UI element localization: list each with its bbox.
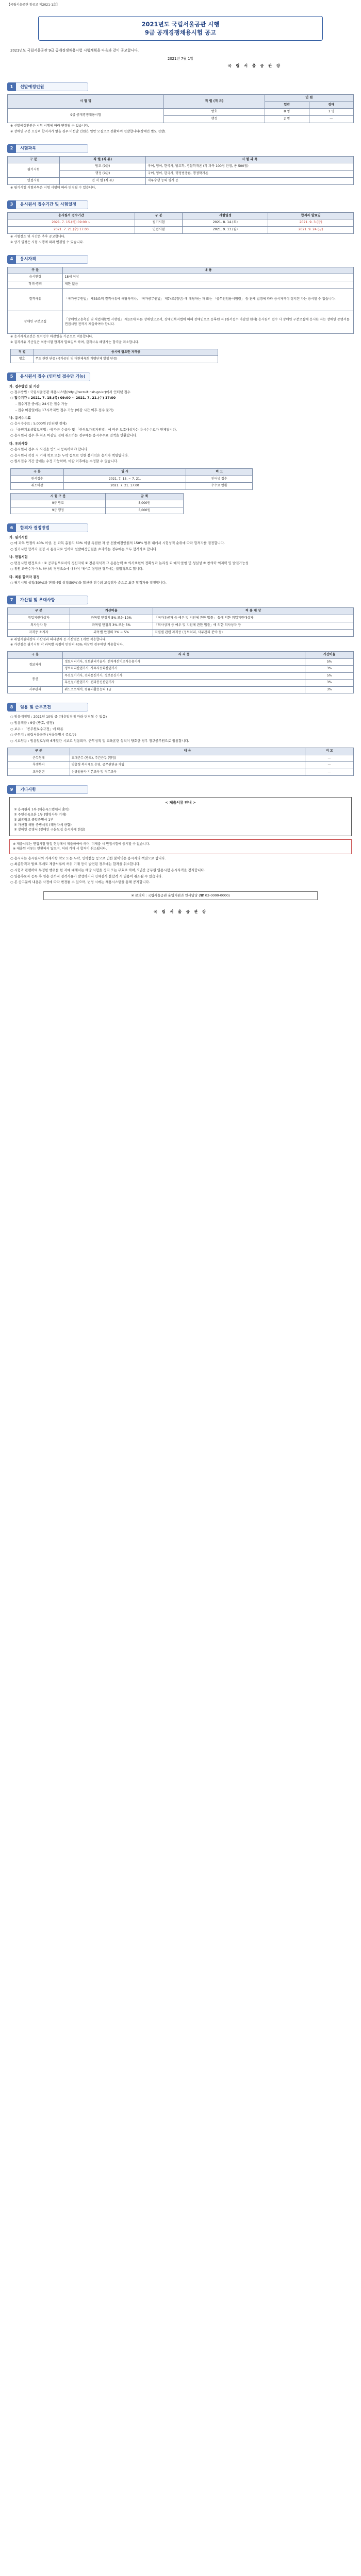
table-cell: 정보처리 [8,658,63,672]
table-header: 내 용 [70,748,305,755]
table-cell: 3% [305,680,354,687]
table-cell: 9급 공개경쟁채용시험 [8,109,164,123]
paragraph: ○ 보수 : 「공무원보수규정」에 따름 [10,726,63,731]
table-header: 비 고 [305,748,354,755]
paragraph: ○ 응시자는 응시원서의 기재사항 착오 또는 누락, 연락불능 등으로 인한 불이익은 응시자의 책임으로 합니다. [10,856,166,860]
subsection-title: 가. 접수방법 및 기간 [9,384,40,388]
warning-box [9,839,352,854]
table-row [8,178,354,185]
section-number: 6 [7,523,16,532]
table-header: 내 용 [63,267,354,274]
table-row [8,109,354,116]
paragraph: ○ 필기시험 합격자 결정 시 동점자로 인하여 선발예정인원을 초과하는 경우에는 모두 합격자로 합니다. [10,547,158,551]
table-cell: 5,000원 [105,500,183,507]
table-cell: 5% [305,672,354,680]
paragraph: ○ 접수방법 : 국립서울공관 채용시스템(http://recruit.nsh.go.kr)에서 인터넷 접수 [10,389,130,394]
section-3-header [7,200,354,209]
paragraph: ○ 최종합격자 발표 후에도 제출서류의 허위 기재 등이 발견된 경우에는 합격을 취소합니다. [10,862,141,867]
note: ※ 선발예정인원은 시험 시행에 따라 변경될 수 있습니다. [10,124,89,128]
note: ※ 응시자격요건은 원서접수 마감일을 기준으로 적용합니다. [10,335,93,338]
table-cell: — [305,769,354,776]
announcement-date: 2021년 7월 1일 [168,56,193,61]
section-title: 가산점 및 우대사항 [16,596,88,604]
warning-line: ※ 제출된 서류는 반환하지 않으며, 허위 기재 시 합격이 취소됩니다. [13,847,107,851]
table-header: 자 격 증 [63,652,305,659]
table-cell: 5,000원 [105,507,183,514]
table-cell: 직렬별 관련 자격증 (정보처리, 사무관리 분야 등) [153,629,353,636]
table-cell: 「의사상자 등 예우 및 지원에 관한 법률」에 의한 의사상자 등 [153,622,353,630]
subsection-title: 다. 최종 합격자 결정 [9,574,40,579]
paragraph: ○ 본 공고문의 내용은 사정에 따라 변경될 수 있으며, 변경 시에는 채용시스템을 통해 공지합니다. [10,880,150,885]
subjects-table [7,156,354,185]
table-row [8,658,354,666]
subsection-title: 나. 면접시험 [9,555,28,560]
table-cell: 필기시험 [135,219,183,227]
table-cell: — [305,762,354,769]
table-cell: 면접시험 [8,178,60,185]
title-box [38,16,323,41]
section-7-header [7,596,354,604]
note: ※ 상기 일정은 시험 시행에 따라 변경될 수 있습니다. [10,240,84,244]
fee-table [10,493,184,515]
box-line: ① 응시원서 1부 (채용시스템에서 출력) [14,808,70,812]
table-cell: 후생복지 [8,762,70,769]
section-6-header [7,523,354,532]
table-cell: 과목별 만점의 3% 또는 5% [70,622,153,630]
table-header: 금 액 [105,493,183,500]
working-conditions-table [7,748,354,776]
table-row [8,755,354,762]
table-header: 일반 [265,101,309,109]
table-cell: 「국가공무원법」 제33조의 결격사유에 해당하거나, 「국가공무원법」 제74조(정년) 에 해당하는 자 또는 「공무원임용시험령」 등 관계 법령에 따라 응시자격이 정지된 자는 응시할 수 없습니다. [63,289,354,311]
table-cell: 9급 방호 [11,500,106,507]
subsection-title: 나. 응시수수료 [9,416,31,420]
title-line-2: 9급 공개경쟁채용시험 공고 [144,28,217,36]
paragraph: ○ 「국민기초생활보장법」에 따른 수급자 및 「한부모가족지원법」에 따른 보호대상자는 응시수수료가 면제됩니다. [10,427,177,432]
table-cell: 교대근무 (방호), 주간근무 (행정) [70,755,305,762]
table-cell: 9급 행정 [11,507,106,514]
table-cell: — [305,755,354,762]
table-cell: 국어, 영어, 한국사, 행정법총론, 행정학개론 [146,171,354,178]
table-cell: 원서접수 [11,476,64,483]
table-header: 비 고 [186,469,252,476]
certificate-table [10,349,218,363]
table-cell: 통신 [8,672,63,686]
section-4-header [7,255,354,264]
recruitment-table [7,94,354,123]
section-number: 4 [7,255,16,264]
table-row [8,672,354,680]
table-cell: 맞춤형 복지제도 운영, 공무원연금 가입 [70,762,305,769]
documents-box [9,797,352,836]
table-header: 합격자 발표일 [268,212,354,219]
table-header: 구 분 [8,748,70,755]
table-cell: 「국가유공자 등 예우 및 지원에 관한 법률」 등에 의한 취업지원대상자 [153,615,353,622]
table-cell: 2021. 7. 15. ~ 7. 21. [64,476,186,483]
table-row [8,622,354,630]
table-cell: 면접시험 [135,227,183,234]
table-cell: 장애인 구분모집 [8,311,63,334]
table-cell: 신규임용자 기본교육 및 직무교육 [70,769,305,776]
section-1-header [7,82,354,91]
table-cell: 근무형태 [8,755,70,762]
table-cell: 행정 (9급) [59,171,146,178]
contact-info: ※ 문의처 : 국립서울공관 운영지원과 인사담당 (☎ 02-0000-0000) [43,891,318,900]
table-header: 구 분 [135,212,183,219]
table-row [8,281,354,289]
paragraph: ○ 매 과목 만점의 40% 이상, 전 과목 총점의 60% 이상 득점한 자 중 선발예정인원의 150% 범위 내에서 시험성적 순위에 따라 합격자를 결정합니다. [10,541,225,546]
box-line: ③ 최종학교 졸업증명서 1부 [14,818,54,822]
note: ※ 시험장소 및 시간은 추후 공고합니다. [10,235,65,239]
box-line: ⑤ 장애인 증명서 (장애인 구분모집 응시자에 한함) [14,828,86,832]
table-cell: — [309,116,353,123]
table-cell: 교육훈련 [8,769,70,776]
table-cell: 과목별 만점의 5% 또는 10% [70,615,153,622]
table-cell: 정보처리산업기사, 사무자동화산업기사 [63,666,305,673]
section-title: 응시원서 접수기간 및 시험일정 [16,200,88,209]
note: ※ 장애인 구분 모집의 합격자가 없을 경우 미선발 인원은 일반 모집으로 전환하여 선발합니다(장애인 별도 선발). [10,129,167,133]
table-cell: 1 명 [309,109,353,116]
intro-text: 2021년도 국립서울공관 9급 공개경쟁채용시험 시행계획을 다음과 같이 공고합니다. [10,48,139,53]
note: ※ 필기시험 시험과목은 시험 시행에 따라 변경될 수 있습니다. [10,185,96,190]
section-number: 8 [7,703,16,711]
eligibility-table [7,267,354,334]
table-row [8,686,354,693]
table-cell: 취소마감 [11,483,64,490]
table-header: 시 험 구 분 [11,493,106,500]
paragraph: ○ 접수기간 : 2021. 7. 15.(목) 09:00 ~ 2021. 7. 21.(수) 17:00 [10,396,116,400]
table-cell: 워드프로세서, 컴퓨터활용능력 1급 [63,686,305,693]
table-row [8,769,354,776]
table-row [8,311,354,334]
paragraph: ○ 필기시험 성적(50%)과 면접시험 성적(50%)을 합산한 점수의 고득점자 순으로 최종 합격자를 결정합니다. [10,580,167,585]
table-header: 적 용 대 상 [153,608,353,615]
table-header: 구 분 [8,608,70,615]
table-cell: 5% [305,658,354,666]
paragraph: ○ 위원 과반수가 어느 하나의 평정요소에 대하여 "하"로 평정한 경우에는 불합격으로 합니다. [10,567,144,571]
warning-line: ※ 제출서류는 면접시험 당일 현장에서 제출하여야 하며, 미제출 시 면접시험에 응시할 수 없습니다. [13,842,150,846]
table-header: 직 렬 (직 류) [59,156,146,163]
table-cell: 2021. 7. 15.(목) 09:00 ~ [8,219,135,227]
table-row [8,615,354,622]
table-cell: 무도 관련 단증 (국가공인 및 대한체육회 가맹단체 발행 단증) [34,356,218,363]
section-title: 기타사항 [16,785,88,794]
paragraph: ○ 시보임용 : 임용일로부터 6개월간 시보로 임용되며, 근무성적 및 교육훈련 성적이 양호한 경우 정규공무원으로 임용합니다. [10,738,189,743]
table-row [11,356,218,363]
section-8-header [7,703,354,711]
issuer: 국 립 서 울 공 관 장 [227,63,282,69]
section-title: 시험과목 [16,144,88,153]
table-cell: 자격증 소지자 [8,629,70,636]
table-cell: 취업지원대상자 [8,615,70,622]
table-row [11,476,253,483]
table-cell: 「장애인고용촉진 및 직업재활법 시행령」 제3조에 따른 장애인으로서, 장애인복지법에 의해 장애인으로 등록된 자 (원서접수 마감일 현재) 응시원서 접수 시 장애인 구분모집에 응시한 자는 장애인 증명서를 면접시험 전까지 제출하여야 합니다. [63,311,354,334]
table-row [8,629,354,636]
table-row [8,762,354,769]
table-cell: 인터넷 접수 [186,476,252,483]
paragraph: - 접수 마감일에는 17시까지만 접수 가능 (마감 시간 이후 접수 불가) [15,408,114,412]
subsection-title: 가. 필기시험 [9,535,28,540]
section-title: 합격자 결정방법 [16,523,88,532]
paragraph: ○ 임용후보자 등록 후 임용 전까지 결격사유가 발생하거나 신체검사 불합격 시 임용이 취소될 수 있습니다. [10,874,163,878]
table-row [8,171,354,178]
table-cell: 전 직 렬 (직 류) [59,178,146,185]
document-code: 【국립서울공관 청공고 제2021-1호】 [7,3,59,7]
table-row [11,500,184,507]
table-row [11,507,184,514]
table-header: 가산비율 [305,652,354,659]
note: ※ 가산점은 필기시험 각 과목별 득점이 만점의 40% 이상인 경우에만 적용합니다. [10,643,124,647]
table-cell: 과목별 만점의 3% ~ 5% [70,629,153,636]
paragraph: ○ 임용예정일 : 2021년 10월 중 (채용일정에 따라 변경될 수 있음) [10,715,107,719]
table-cell: 2021. 7. 21.(수) 17:00 [8,227,135,234]
paragraph: ○ 응시원서 접수 후 취소 마감일 전에 취소하는 경우에는 응시수수료 전액을 반환합니다. [10,433,138,438]
closing-issuer: 국 립 서 울 공 관 장 [153,909,208,914]
table-header: 직 렬 (직 류) [164,94,265,109]
section-number: 7 [7,596,16,604]
table-header: 구 분 [8,652,63,659]
table-row [11,483,253,490]
bonus-table [7,607,354,636]
section-number: 3 [7,200,16,209]
section-title: 응시원서 접수 (인터넷 접수만 가능) [16,372,90,381]
table-header: 구 분 [11,469,64,476]
table-cell: 방호 (9급) [59,163,146,171]
box-line: ④ 가산점 해당 증빙서류 (해당자에 한함) [14,823,72,827]
table-cell: 의사상자 등 [8,622,70,630]
paragraph: - 접수기간 중에는 24시간 접수 가능 [15,401,68,406]
paragraph: ○ 응시원서 작성 시 기재 착오 또는 누락 등으로 인한 불이익은 응시자 책임입니다. [10,453,129,457]
title-line-1: 2021년도 국립서울공관 시행 [141,20,220,28]
table-cell: 정보처리기사, 정보관리기술사, 전자계산기조직응용기사 [63,658,305,666]
table-cell: 2 명 [265,116,309,123]
table-header: 응시에 필요한 자격증 [34,349,218,356]
section-title: 선발예정인원 [16,82,88,91]
paragraph: ○ 근무지 : 국립서울공관 (서울특별시 종로구) [10,733,76,737]
section-5-header [7,372,354,381]
table-cell: 2021. 9. 3.(금) [268,219,354,227]
subsection-title: 다. 유의사항 [9,442,28,446]
table-cell: 2021. 8. 14.(토) [183,219,268,227]
table-cell: 2021. 9. 24.(금) [268,227,354,234]
section-9-header [7,785,354,794]
paragraph: ○ 원서접수 기간 중에는 수정 가능하며, 마감 이후에는 수정할 수 없습니다. [10,459,118,464]
table-header: 구 분 [8,156,60,163]
table-header: 구 분 [8,267,63,274]
table-header: 인 원 [265,94,353,101]
section-number: 5 [7,372,16,381]
table-header: 장애 [309,101,353,109]
paragraph: ○ 시험과 관련하여 부정한 행위를 한 자에 대해서는 해당 시험을 정지 또는 무효로 하며, 5년간 공무원 임용시험 응시자격을 정지합니다. [10,868,205,872]
table-row [8,163,354,171]
table-cell: 학력·경력 [8,281,63,289]
certificate-bonus-table [7,651,354,693]
table-cell: 8 명 [265,109,309,116]
application-table [10,468,253,490]
table-cell: 18세 이상 [63,274,354,281]
table-row [8,274,354,281]
table-header: 가산비율 [70,608,153,615]
table-cell: 무선설비산업기사, 전파통신산업기사 [63,680,305,687]
section-title: 응시자격 [16,255,88,264]
table-cell: 응시연령 [8,274,63,281]
section-title: 임용 및 근무조건 [16,703,88,711]
section-2-header [7,144,354,153]
table-cell: 2021. 9. 13.(월) [183,227,268,234]
announcement-page [0,0,361,925]
table-cell: 방호 [11,356,34,363]
table-cell: 제한 없음 [63,281,354,289]
table-cell: 수수료 반환 [186,483,252,490]
table-header: 일 시 [64,469,186,476]
note: ※ 취업지원대상자 가산점과 의사상자 등 가산점은 1개만 적용합니다. [10,637,107,641]
table-row [8,227,354,234]
table-cell: 3% [305,666,354,673]
paragraph: ○ 임용직급 : 9급 (방호, 행정) [10,720,54,725]
table-cell: 행정 [164,116,265,123]
table-row [8,219,354,227]
box-title: < 제출서류 안내 > [165,801,196,805]
box-line: ② 주민등록초본 1부 (병역사항 기재) [14,813,67,817]
table-cell: 필기시험 [8,163,60,178]
section-number: 9 [7,785,16,794]
table-header: 직 렬 [11,349,34,356]
section-number: 1 [7,82,16,91]
table-cell: 3% [305,686,354,693]
paragraph: ○ 응시원서 접수 시 사진을 반드시 등록하여야 합니다. [10,447,89,452]
table-cell: 방호 [164,109,265,116]
table-row [8,289,354,311]
table-header: 시 험 과 목 [146,156,354,163]
table-cell: 사무관리 [8,686,63,693]
table-header: 시험일정 [183,212,268,219]
table-header: 시 험 명 [8,94,164,109]
table-cell: 무선설비기사, 전파통신기사, 정보통신기사 [63,672,305,680]
table-header: 응시원서 접수기간 [8,212,135,219]
table-cell: 결격사유 [8,289,63,311]
note: ※ 결격사유 기준일은 최종시험 합격자 발표일로 하며, 결격사유 해당자는 합격을 취소합니다. [10,340,139,344]
table-cell: 2021. 7. 21. 17:00 [64,483,186,490]
paragraph: ○ 응시수수료 : 5,000원 (인터넷 결제) [10,421,67,426]
table-cell: 국어, 영어, 한국사, 방호학, 경찰학개론 (각 과목 100점 만점, 총 500점) [146,163,354,171]
table-cell: 직무수행 능력 평가 등 [146,178,354,185]
paragraph: ○ 면접시험 평정요소 : ① 공무원으로서의 정신자세 ② 전문지식과 그 응용능력 ③ 의사표현의 정확성과 논리성 ④ 예의·품행 및 성실성 ⑤ 창의력·의지력 및 발전가능성 [10,561,249,565]
schedule-table [7,212,354,234]
section-number: 2 [7,144,16,153]
